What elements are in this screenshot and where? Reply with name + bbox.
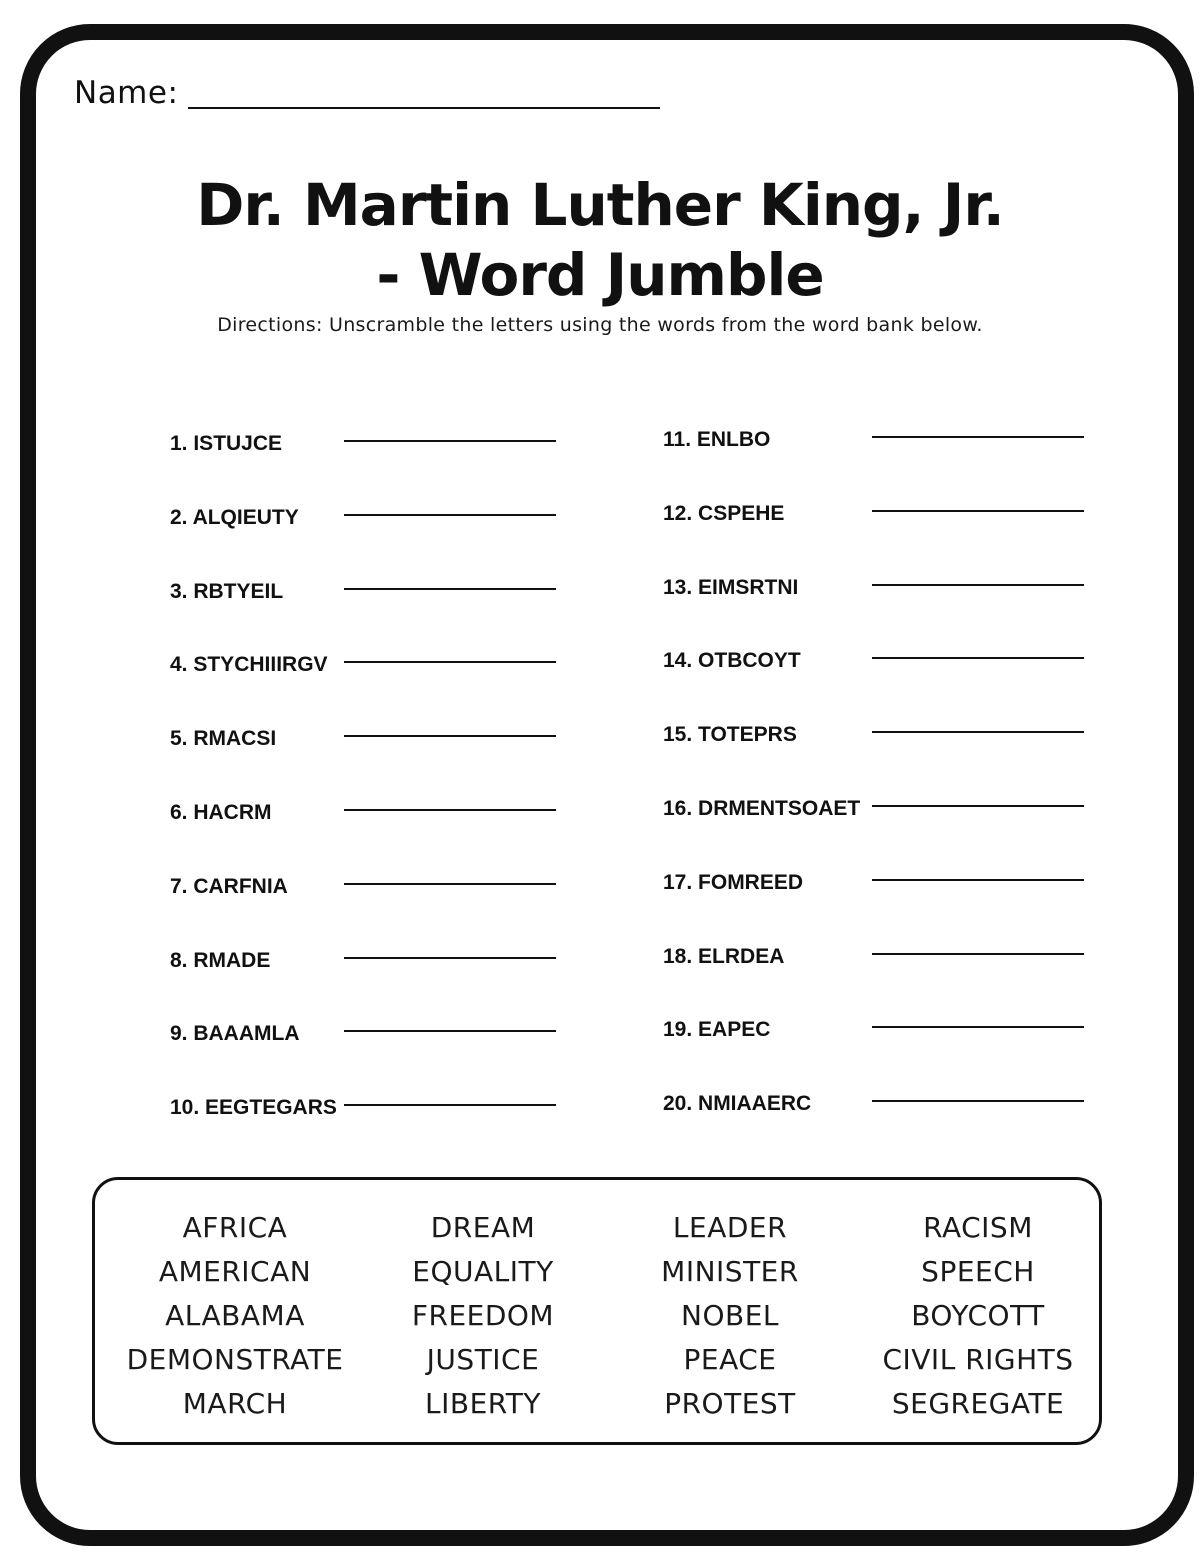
word-bank-column	[358, 1206, 608, 1426]
word-bank-word: NOBEL	[681, 1299, 779, 1332]
word-bank-word: DREAM	[430, 1211, 536, 1244]
puzzle-scrambled-word: 16. DRMENTSOAET	[663, 797, 861, 820]
word-bank-word: MINISTER	[661, 1255, 799, 1288]
puzzle-item	[170, 424, 344, 454]
answer-line[interactable]	[344, 1030, 556, 1032]
puzzle-scrambled-word: 10. EEGTEGARS	[170, 1096, 337, 1119]
word-bank-column	[853, 1206, 1103, 1426]
puzzle-scrambled-word: 19. EAPEC	[663, 1018, 771, 1041]
answer-line[interactable]	[344, 1104, 556, 1106]
name-line[interactable]	[188, 107, 660, 109]
puzzle-item	[170, 1014, 344, 1044]
puzzle-item	[170, 1088, 344, 1118]
answer-line[interactable]	[344, 440, 556, 442]
answer-line[interactable]	[872, 879, 1084, 881]
puzzle-item	[170, 645, 344, 675]
word-bank-word: DEMONSTRATE	[126, 1343, 344, 1376]
puzzle-scrambled-word: 15. TOTEPRS	[663, 723, 797, 746]
puzzle-scrambled-word: 11. ENLBO	[663, 428, 771, 451]
puzzle-item	[663, 1010, 837, 1040]
answer-line[interactable]	[344, 588, 556, 590]
word-bank	[92, 1177, 1102, 1445]
answer-line[interactable]	[872, 510, 1084, 512]
answer-line[interactable]	[872, 657, 1084, 659]
title-line-1: Dr. Martin Luther King, Jr.	[196, 171, 1004, 239]
puzzle-scrambled-word: 20. NMIAAERC	[663, 1092, 812, 1115]
word-bank-word: FREEDOM	[411, 1299, 555, 1332]
puzzle-scrambled-word: 18. ELRDEA	[663, 945, 785, 968]
puzzle-item	[170, 793, 344, 823]
word-bank-word: RACISM	[923, 1211, 1033, 1244]
word-bank-word: MARCH	[182, 1387, 288, 1420]
puzzle-scrambled-word: 5. RMACSI	[170, 727, 277, 750]
puzzle-item	[170, 941, 344, 971]
puzzle-scrambled-word: 2. ALQIEUTY	[170, 506, 299, 529]
answer-line[interactable]	[872, 805, 1084, 807]
puzzle-scrambled-word: 4. STYCHIIIRGV	[170, 653, 328, 676]
puzzle-scrambled-word: 8. RMADE	[170, 949, 271, 972]
word-bank-word: LIBERTY	[425, 1387, 541, 1420]
word-bank-word: SEGREGATE	[891, 1387, 1065, 1420]
puzzle-item	[663, 937, 837, 967]
name-label: Name:	[74, 75, 179, 111]
word-bank-column	[605, 1206, 855, 1426]
word-bank-word: ALABAMA	[165, 1299, 305, 1332]
answer-line[interactable]	[872, 1100, 1084, 1102]
answer-line[interactable]	[872, 953, 1084, 955]
puzzle-item	[663, 715, 837, 745]
puzzle-scrambled-word: 17. FOMREED	[663, 871, 804, 894]
answer-line[interactable]	[344, 735, 556, 737]
puzzle-item	[663, 789, 861, 820]
puzzle-item	[663, 641, 837, 671]
word-bank-word: JUSTICE	[426, 1343, 540, 1376]
word-bank-word: CIVIL RIGHTS	[882, 1343, 1074, 1376]
puzzle-scrambled-word: 12. CSPEHE	[663, 502, 785, 525]
answer-line[interactable]	[344, 957, 556, 959]
word-bank-column	[110, 1206, 360, 1426]
puzzle-item	[170, 498, 344, 528]
worksheet-title	[100, 170, 1100, 310]
word-bank-word: AMERICAN	[158, 1255, 312, 1288]
puzzle-scrambled-word: 6. HACRM	[170, 801, 272, 824]
answer-line[interactable]	[872, 584, 1084, 586]
puzzle-item	[170, 572, 344, 602]
name-row	[74, 75, 660, 111]
word-bank-word: LEADER	[672, 1211, 788, 1244]
answer-line[interactable]	[344, 809, 556, 811]
puzzle-item	[663, 1084, 837, 1114]
puzzle-item	[663, 568, 837, 598]
directions-text: Directions: Unscramble the letters using the words from the word bank below.	[217, 314, 983, 336]
puzzle-scrambled-word: 9. BAAAMLA	[170, 1022, 300, 1045]
puzzle-item	[663, 420, 837, 450]
word-bank-word: SPEECH	[921, 1255, 1035, 1288]
puzzle-scrambled-word: 14. OTBCOYT	[663, 649, 801, 672]
puzzle-scrambled-word: 7. CARFNIA	[170, 875, 288, 898]
puzzle-item	[663, 863, 837, 893]
answer-line[interactable]	[344, 661, 556, 663]
word-bank-word: BOYCOTT	[911, 1299, 1045, 1332]
answer-line[interactable]	[344, 514, 556, 516]
word-bank-word: AFRICA	[182, 1211, 288, 1244]
word-bank-word: EQUALITY	[412, 1255, 554, 1288]
puzzle-scrambled-word: 3. RBTYEIL	[170, 580, 284, 603]
answer-line[interactable]	[872, 1026, 1084, 1028]
answer-line[interactable]	[872, 436, 1084, 438]
answer-line[interactable]	[872, 731, 1084, 733]
puzzle-scrambled-word: 13. EIMSRTNI	[663, 576, 799, 599]
title-line-2: - Word Jumble	[376, 241, 824, 309]
puzzle-item	[170, 867, 344, 897]
puzzle-scrambled-word: 1. ISTUJCE	[170, 432, 283, 455]
word-bank-word: PEACE	[683, 1343, 777, 1376]
word-bank-word: PROTEST	[664, 1387, 796, 1420]
puzzle-item	[170, 719, 344, 749]
answer-line[interactable]	[344, 883, 556, 885]
puzzle-item	[663, 494, 837, 524]
